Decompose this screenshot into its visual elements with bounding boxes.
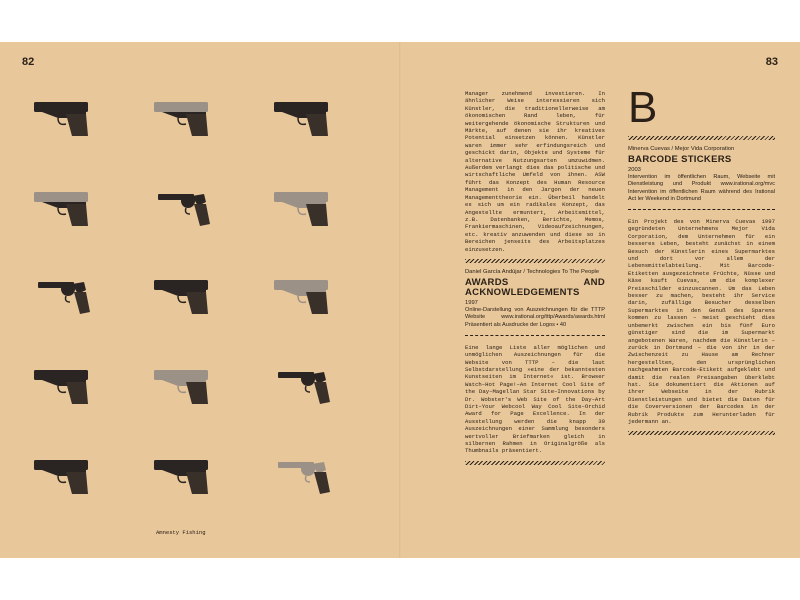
pistol-9-photo bbox=[148, 360, 216, 408]
section-divider bbox=[465, 259, 605, 263]
entry-author: Minerva Cuevas / Mejor Vida Corporation bbox=[628, 146, 735, 152]
intro-paragraph: Manager zunehmend investieren. In ähnlicher Weise interessieren sich Künstler, die traditionellerweise am ökonomischen Rand leben, für weitergehende ökonomische Strukturen und Märkte, auf denen sie ihr kreatives Potential einsetzen können. Künstler waren immer sehr erfindungsreich und geschickt darin, Objekte und Systeme für alternative Nutzungsarten umzuwidmen. Außerdem verlangt dies das politische und wirtschaftliche Umfeld von ihnen. ASW führt das Konzept des Human Resource Management in den Jargon der neuen Managementtheorie ein. Überbeil handelt es sich um ein radikales Konzept, das Angestellte ermuntert, Arbeitsmittel, z.B. Datenbanken, Berichte, Memos, Frankiermaschinen, Videoaufzeichnungen, etc. kreativ anzuwenden und diese so in Bereichen jenseits des Arbeitsplatzes einzusetzen. bbox=[465, 90, 605, 253]
entry-separator bbox=[628, 209, 775, 210]
pistol-2-photo bbox=[148, 92, 216, 140]
pistol-7-photo bbox=[268, 270, 336, 318]
entry-meta: Online-Darstellung von Auszeichnungen für die TTTP Website www.irational.org/tttp/Awards/awards.html Präsentiert als Ausdrucke der Logos • 40 bbox=[465, 307, 605, 328]
entry-meta: Intervention im öffentlichen Raum, Webseite mit Dienstleistung und Produkt www.irational.org/mvc Intervention im öffentlichen Raum während des Irational Act ler Weekend in Dortmund bbox=[628, 174, 775, 202]
page-number-left: 82 bbox=[22, 56, 35, 68]
entry-separator bbox=[465, 335, 605, 336]
section-letter: B bbox=[628, 83, 658, 132]
revolver-3-photo bbox=[268, 360, 336, 408]
pistol-5-photo bbox=[268, 182, 336, 230]
pistol-3-photo bbox=[268, 92, 336, 140]
pistol-8-photo bbox=[28, 360, 96, 408]
section-divider bbox=[628, 136, 775, 140]
gutter bbox=[399, 42, 401, 558]
book-spread bbox=[0, 42, 800, 558]
revolver-2-photo bbox=[28, 270, 96, 318]
entry-year: 1997 bbox=[465, 299, 478, 306]
entry-title: BARCODE STICKERS bbox=[628, 153, 732, 165]
pistol-11-photo bbox=[148, 450, 216, 498]
pistol-4-photo bbox=[28, 182, 96, 230]
pistol-1-photo bbox=[28, 92, 96, 140]
text-column-left bbox=[465, 90, 605, 471]
text-column-right bbox=[628, 83, 775, 441]
entry-body: Ein Projekt des von Minerva Cuevas 1997 gegründeten Unternehmens Mejor Vida Corporation, dem Unternehmen für ein besseres Leben, besteht zunächst in einem Besuch der Künstlerin eines Supermarktes und dort vor allem der Lebensmittelabteilung. Mit Barcode-Etiketten ausgezeichnete Früchte, Nüsse und Käse kauft Cuevas, um die komplexer Preisschilder einzuscannen. Um das Leben besser zu machen, besteht ihr Service darin, zufällige Besucher desselben Supermarktes in den Genuß des Sparens kommen zu lassen – meist geschieht dies unbemerkt zwischen ein bis fünf Euro günstiger sind die im Supermarkt angebotenen Waren, nachdem die Künstlerin – zurück in Dortmund – die von ihr in der Zwischenzeit zu Hause am Rechner hergestellten, den ursprünglichen nachgeahmten Barcode-Etikett aufgeklebt und damit die realen Preisangaben überklebt hat. Sie dokumentiert die Aktionen auf ihrer Webseite in der Rubrik Dienstleistungen und bietet die Daten für die Coverversionen der Barcodes in der Rubrik Produkte zum Herunterladen für jedermann an. bbox=[628, 218, 775, 425]
entry-title: AWARDS AND ACKNOWLEDGEMENTS bbox=[465, 276, 605, 298]
section-divider bbox=[628, 431, 775, 435]
entry-year: 2003 bbox=[628, 166, 641, 173]
section-divider bbox=[465, 461, 605, 465]
pistol-10-photo bbox=[28, 450, 96, 498]
pistol-6-photo bbox=[148, 270, 216, 318]
revolver-1-photo bbox=[148, 182, 216, 230]
photo-caption: Amnesty Fishing bbox=[156, 529, 206, 536]
entry-author: Daniel García Andújar / Technologies To The People bbox=[465, 268, 600, 275]
page-number-right: 83 bbox=[765, 56, 778, 68]
entry-body: Eine lange Liste aller möglichen und unmöglichen Auszeichnungen für die Website von TTTP – die laut Selbstdarstellung »eine der bekanntesten Kunstseiten im Internet« ist. Browser Watch–Hot Page!–An Internet Cool Site of the Day–Magellan Star Site–Innovations by Dr. Wobster's Web Site of the Day–Art Dirt–Your Webcool Way Cool Site–Orchid Award for Page Excellence. In der Ausstellung werden die knapp 30 Auszeichnungen einer Sammlung besonders wertvoller Briefmarken gleich in silbernen Rahmen in Originalgröße als Thumbnails präsentiert. bbox=[465, 343, 605, 455]
revolver-4-photo bbox=[268, 450, 336, 498]
